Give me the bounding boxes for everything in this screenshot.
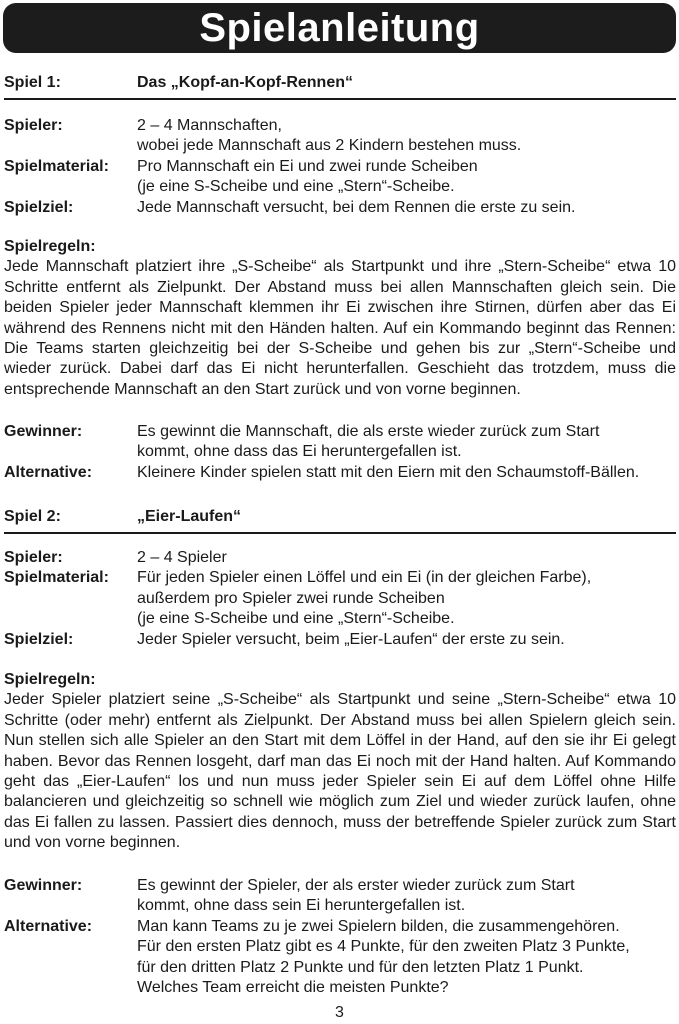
game-2-winner-label: Gewinner: [4,877,83,894]
game-2-goal-label: Spielziel: [4,630,74,648]
game-1-alternative-value: Kleinere Kinder spielen statt mit den Eiern mit den Schaumstoff-Bällen. [137,463,640,481]
game-2-rules-heading: Spielregeln: [4,671,96,688]
game-2-goal-value: Jeder Spieler versucht, beim „Eier-Laufen“ der erste zu sein. [137,630,565,648]
game-1-winner-label: Gewinner: [4,423,83,440]
game-1-goal-label: Spielziel: [4,198,74,216]
game-1-goal-row [4,198,676,218]
game-1-goal-value: Jede Mannschaft versucht, bei dem Rennen die erste zu sein. [137,198,576,216]
game-1-rules-text: Jede Mannschaft platziert ihre „S-Scheibe“ als Startpunkt und ihre „Stern-Scheibe“ etwa 10 Schritte entfernt als Zielpunkt. Der Abstand muss bei allen Mannschaften gleich sein. Die beiden Spieler jeder Mannschaft klemmen ihr Ei zwischen ihre Stirnen, dürfen aber das Ei während des Rennens nicht mit den Händen halten. Auf ein Kommando beginnt das Rennen: Die Teams starten gleichzeitig bei der S-Scheibe und gehen bis zur „Stern“-Scheibe und wieder zurück. Dabei darf das Ei nicht herunterfallen. Geschieht das trotzdem, muss die entsprechende Mannschaft an den Start zurück und von vorne beginnen. [4,258,676,398]
game-1-header [4,74,676,100]
game-2-info [4,548,676,650]
game-2-winner-value: Es gewinnt der Spieler, der als erster wieder zurück zum Start kommt, ohne dass sein Ei heruntergefallen ist. [137,877,575,915]
game-1-winner-value: Es gewinnt die Mannschaft, die als erste wieder zurück zum Start kommt, ohne dass das Ei heruntergefallen ist. [137,423,600,461]
game-2-alternative-row [4,917,676,999]
game-1-rules-heading: Spielregeln: [4,238,96,255]
game-1-material-value: Pro Mannschaft ein Ei und zwei runde Scheiben (je eine S-Scheibe und eine „Stern“-Scheibe. [137,157,478,196]
game-1-number: Spiel 1: [4,74,61,91]
game-2-alternative-value: Man kann Teams zu je zwei Spielern bilden, die zusammengehören. Für den ersten Platz gibt es 4 Punkte, für den zweiten Platz 3 Punkte, für den dritten Platz 2 Punkte und für den letzten Platz 1 Punkt. Welches Team erreicht die meisten Punkte? [137,917,630,997]
game-1-material-label: Spielmaterial: [4,157,109,175]
game-2-players-value: 2 – 4 Spieler [137,549,227,566]
game-1-alternative-label: Alternative: [4,463,93,481]
game-1-info [4,116,676,218]
game-2-number: Spiel 2: [4,508,61,525]
game-2-material-value: Für jeden Spieler einen Löffel und ein Ei (in der gleichen Farbe), außerdem pro Spieler zwei runde Scheiben (je eine S-Scheibe und eine „Stern“-Scheibe. [137,569,592,628]
game-1-rules [4,237,676,400]
game-2-outcome [4,876,676,998]
game-2-players-row [4,548,676,568]
game-2-header [4,508,676,534]
game-2-alternative-label: Alternative: [4,917,93,935]
game-2-material-row [4,568,676,629]
title-banner [3,3,676,53]
game-1-winner-row [4,422,676,463]
game-1-players-label: Spieler: [4,117,63,134]
game-1-alternative-row [4,463,676,483]
game-1-players-row [4,116,676,157]
game-1-players-value: 2 – 4 Mannschaften, wobei jede Mannschaft aus 2 Kindern bestehen muss. [137,117,522,155]
page-number: 3 [335,1004,344,1021]
game-2-rules-text: Jeder Spieler platziert seine „S-Scheibe“ als Startpunkt und seine „Stern-Scheibe“ etwa 10 Schritte (oder mehr) entfernt als Zielpunkt. Der Abstand muss bei allen Spielern gleich sein. Nun stellen sich alle Spieler an den Start mit dem Löffel in der Hand, auf den sie ihr Ei gelegt haben. Bevor das Rennen losgeht, darf man das Ei noch mit der Hand halten. Auf Kommando geht das „Eier-Laufen“ los und nun muss jeder Spieler sein Ei auf dem Löffel ohne Hilfe balancieren und gleichzeitig so schnell wie möglich zum Ziel und wieder zurück laufen, ohne das Ei fallen zu lassen. Passiert dies dennoch, muss der betreffende Spieler zurück zum Start und von vorne beginnen. [4,691,676,852]
game-2-goal-row [4,630,676,650]
page-title: Spielanleitung [199,6,480,50]
game-2-material-label: Spielmaterial: [4,569,109,587]
game-2-rules [4,670,676,854]
game-2-winner-row [4,876,676,917]
game-2-name: „Eier-Laufen“ [137,508,242,525]
game-1-material-row [4,157,676,198]
game-2-players-label: Spieler: [4,549,63,566]
game-1-name: Das „Kopf-an-Kopf-Rennen“ [137,74,353,91]
game-1-outcome [4,422,676,483]
